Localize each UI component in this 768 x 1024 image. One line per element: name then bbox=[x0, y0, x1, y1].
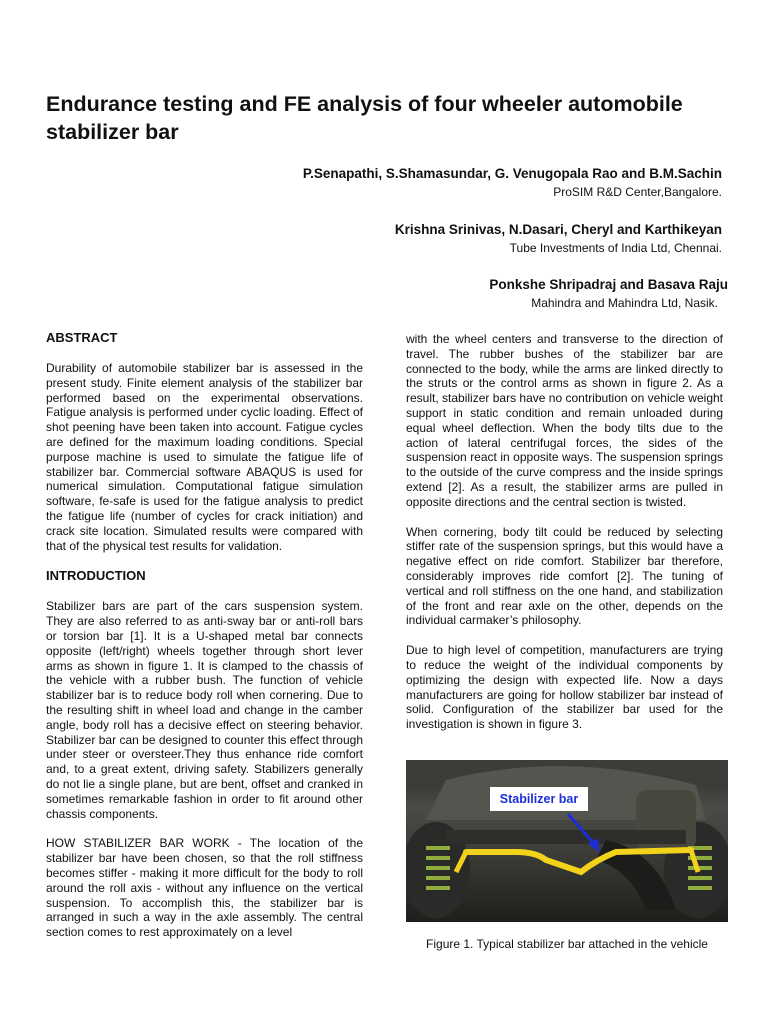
figure-1-photo bbox=[406, 760, 728, 922]
paper-title: Endurance testing and FE analysis of four wheeler automobile stabilizer bar bbox=[46, 92, 683, 144]
figure-caption: Figure 1. Typical stabilizer bar attached in the vehicle bbox=[426, 937, 708, 951]
affiliation-block-1 bbox=[303, 166, 722, 199]
abstract-text: Durability of automobile stabilizer bar is assessed in the present study. Finite element analysis of the stabilizer bar performed based on the experimental observations. Fatigue analysis is performed under cyclic loading. Effect of shot peening have been taken into account. Fatigue cycles are defined for the maximum loading conditions. Special purpose machine is used to simulate the fatigue life of stabilizer bar. Commercial software ABAQUS is used for numerical simulation. Computational fatigue simulation software, fe-safe is used for the fatigue analysis to predict the fatigue life (number of cycles for crack initiation) and crack site location. Simulated results were compared with that of the physical test results for validation. bbox=[46, 361, 363, 553]
author-list: Krishna Srinivas, N.Dasari, Cheryl and Karthikeyan bbox=[394, 222, 722, 237]
introduction-paragraph-2: HOW STABILIZER BAR WORK - The location of the stabilizer bar have been chosen, so that the roll stiffness becomes stiffer - making it more difficult for the body to roll around the roll axis - without any influence on the vertical suspension. To accomplish this, the stabilizer bar is arranged in such a way in the axle assembly. The central section comes to rest approximately on a level bbox=[46, 836, 363, 940]
stabilizer-bar-illustration bbox=[406, 760, 728, 922]
institution: Mahindra and Mahindra Ltd, Nasik. bbox=[531, 296, 718, 310]
institution: Tube Investments of India Ltd, Chennai. bbox=[509, 241, 722, 255]
body-paragraph-1: with the wheel centers and transverse to the direction of travel. The rubber bushes of the stabilizer bar are connected to the body, while the arms are linked directly to the struts or the control arms as shown in figure 2. As a result, stabilizer bars have no contribution on vehicle weight support in static condition and remain unloaded during equal wheel deflection. When the body tilts due to the action of lateral centrifugal forces, the sides of the suspension react in opposite ways. The suspension springs to the outside of the curve compress and the inside springs extend [2]. As a result, the stabilizer arms are pulled in opposite directions and the central section is twisted. bbox=[406, 332, 723, 509]
affiliation-block-2 bbox=[395, 222, 722, 255]
affiliation-block-3 bbox=[489, 277, 728, 310]
author-list: P.Senapathi, S.Shamasundar, G. Venugopala Rao and B.M.Sachin bbox=[302, 166, 722, 181]
left-column bbox=[46, 330, 363, 955]
body-paragraph-2: When cornering, body tilt could be reduced by selecting stiffer rate of the suspension springs, but this would have a negative effect on ride comfort. Stabilizer bar therefore, considerably improves ride comfort [2]. The tuning of vertical and roll stiffness on the one hand, and stabilization of the front and rear axle on the other, depends on the individual carmaker’s philosophy. bbox=[406, 524, 723, 628]
abstract-heading: ABSTRACT bbox=[46, 330, 118, 345]
introduction-heading: INTRODUCTION bbox=[46, 568, 146, 584]
stabilizer-bar-label: Stabilizer bar bbox=[490, 787, 588, 811]
institution: ProSIM R&D Center,Bangalore. bbox=[553, 185, 722, 199]
right-column bbox=[406, 332, 723, 747]
author-list: Ponkshe Shripadraj and Basava Raju bbox=[489, 277, 728, 292]
introduction-paragraph-1: Stabilizer bars are part of the cars suspension system. They are also referred to as anti-sway bar or anti-roll bars or torsion bar [1]. It is a U-shaped metal bar connects opposite (left/right) wheels together through short lever arms as shown in figure 1. It is clamped to the chassis of the vehicle with a rubber bush. The function of vehicle stabilizer bar is to reduce body roll when cornering. Due to the resulting shift in wheel load and change in the camber angle, body roll has a decisive effect on steering behavior. Stabilizer bar can be designed to counter this effect through under steer or oversteer.They thus enhance ride comfort and, to a great extent, driving safety. Stabilizers generally do not lie a single plane, but are bent, offset and cranked in sometimes remarkable fashion in order to fit around other chassis components. bbox=[46, 599, 363, 821]
body-paragraph-3: Due to high level of competition, manufacturers are trying to reduce the weight of the individual components by optimizing the design with expected life. Now a days manufacturers are going for hollow stabilizer bar instead of solid. Configuration of the stabilizer bar used for the investigation is shown in figure 3. bbox=[406, 643, 723, 732]
